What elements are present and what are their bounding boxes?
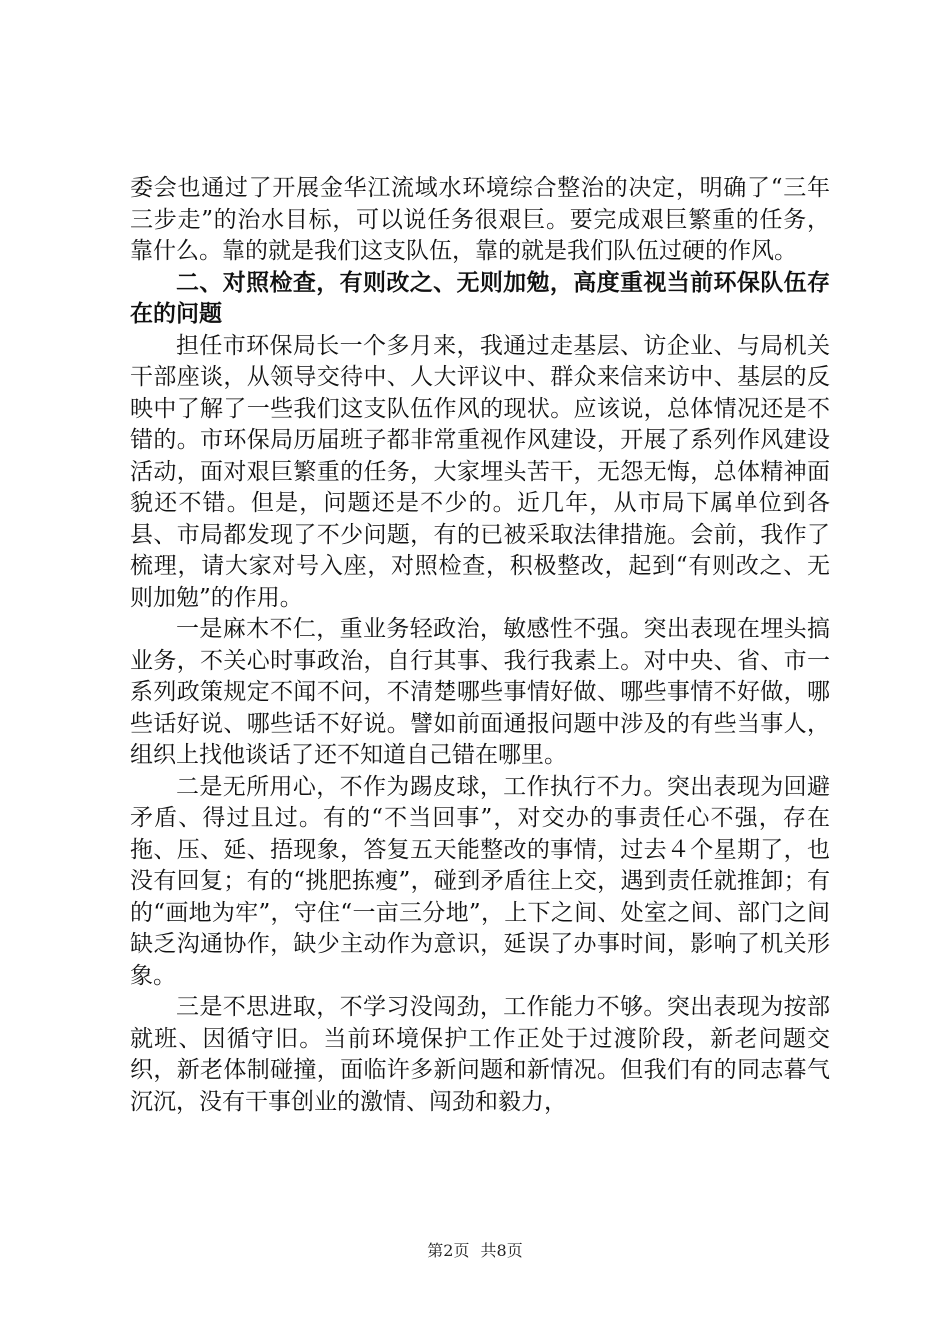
document-body xyxy=(130,173,830,1118)
paragraph-problem-one: 一是麻木不仁，重业务轻政治，敏感性不强。突出表现在埋头搞业务，不关心时事政治，自行其事、我行我素上。对中央、省、市一系列政策规定不闻不问，不清楚哪些事情好做、哪些事情不好做，哪些话好说、哪些话不好说。譬如前面通报问题中涉及的有些当事人，组织上找他谈话了还不知道自己错在哪里。 xyxy=(130,616,830,768)
section-heading: 二、对照检查，有则改之、无则加勉，高度重视当前环保队伍存在的问题 xyxy=(130,269,830,327)
paragraph-problem-two: 二是无所用心，不作为踢皮球，工作执行不力。突出表现为回避矛盾、得过且过。有的“不当回事”，对交办的事责任心不强，存在拖、压、延、捂现象，答复五天能整改的事情，过去４个星期了，也没有回复；有的“挑肥拣瘦”，碰到矛盾往上交，遇到责任就推卸；有的“画地为牢”，守住“一亩三分地”，上下之间、处室之间、部门之间缺乏沟通协作，缺少主动作为意识，延误了办事时间，影响了机关形象。 xyxy=(130,773,830,989)
paragraph-overview: 担任市环保局长一个多月来，我通过走基层、访企业、与局机关干部座谈，从领导交待中、人大评议中、群众来信来访中、基层的反映中了解了一些我们这支队伍作风的现状。应该说，总体情况还是不错的。市环保局历届班子都非常重视作风建设，开展了系列作风建设活动，面对艰巨繁重的任务，大家埋头苦干，无怨无悔，总体精神面貌还不错。但是，问题还是不少的。近几年，从市局下属单位到各县、市局都发现了不少问题，有的已被采取法律措施。会前，我作了梳理，请大家对号入座，对照检查，积极整改，起到“有则改之、无则加勉”的作用。 xyxy=(130,332,830,611)
paragraph-problem-three: 三是不思进取，不学习没闯劲，工作能力不够。突出表现为按部就班、因循守旧。当前环境保护工作正处于过渡阶段，新老问题交织，新老体制碰撞，面临许多新问题和新情况。但我们有的同志暮气沉沉，没有干事创业的激情、闯劲和毅力， xyxy=(130,994,830,1115)
page-number-footer: 第2页 共8页 xyxy=(427,1241,523,1260)
paragraph-continuation: 委会也通过了开展金华江流域水环境综合整治的决定，明确了“三年三步走”的治水目标，可以说任务很艰巨。要完成艰巨繁重的任务，靠什么。靠的就是我们这支队伍，靠的就是我们队伍过硬的作风。 xyxy=(130,175,830,264)
